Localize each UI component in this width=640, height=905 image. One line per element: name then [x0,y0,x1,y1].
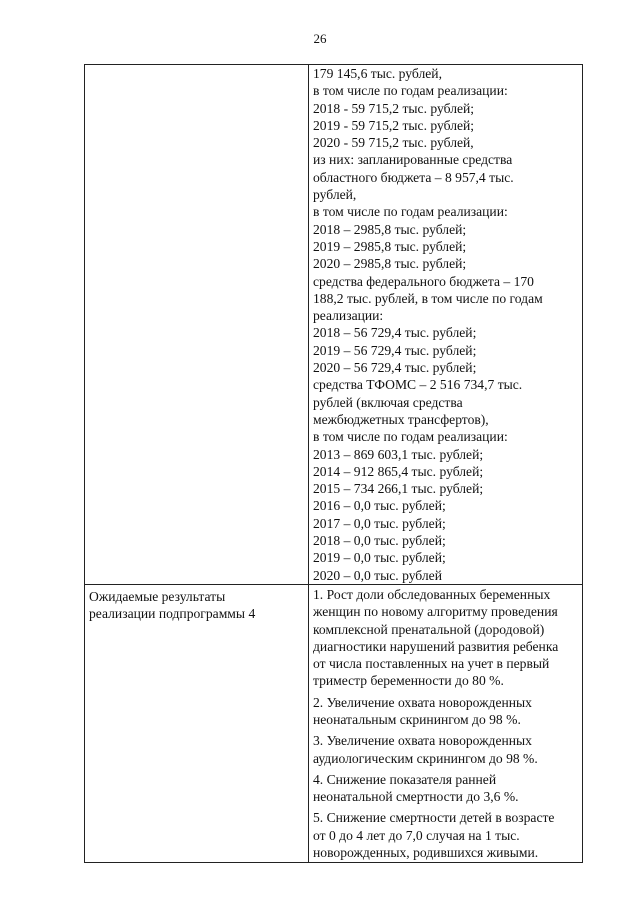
result-item [309,694,582,729]
funding-line: средства федерального бюджета – 170 [313,273,534,289]
funding-row [85,65,583,585]
result-item-line: 3. Увеличение охвата новорожденных [313,733,532,749]
funding-line: рублей (включая средства [313,394,463,410]
funding-line: в том числе по годам реализации: [313,204,508,220]
funding-line: 2016 – 0,0 тыс. рублей; [313,498,446,514]
result-item-line: триместр беременности до 80 %. [313,673,504,689]
result-item-line: аудиологическим скринингом до 98 %. [313,750,538,766]
funding-line: реализации: [313,308,384,324]
result-item-line: комплексной пренатальной (дородовой) [313,621,545,637]
results-list [309,585,582,861]
results-label-line: Ожидаемые результаты [89,588,226,604]
result-item-line: от числа поставленных на учет в первый [313,656,550,672]
result-item-line: 2. Увеличение охвата новорожденных [313,694,532,710]
funding-line: областного бюджета – 8 957,4 тыс. [313,169,514,185]
result-item [309,586,582,690]
funding-line: 2018 – 0,0 тыс. рублей; [313,533,446,549]
result-item-line: неонатальным скринингом до 98 %. [313,711,521,727]
result-item [309,771,582,806]
funding-line: 2018 - 59 715,2 тыс. рублей; [313,100,475,116]
funding-line: 2018 – 56 729,4 тыс. рублей; [313,325,477,341]
result-item-line: новорожденных, родившихся живыми. [313,845,539,861]
funding-line: 2019 – 2985,8 тыс. рублей; [313,238,467,254]
funding-line: в том числе по годам реализации: [313,429,508,445]
funding-line: межбюджетных трансфертов), [313,411,489,427]
result-item-line: 1. Рост доли обследованных беременных [313,586,551,602]
funding-line: 2019 – 56 729,4 тыс. рублей; [313,342,477,358]
funding-line: 2013 – 869 603,1 тыс. рублей; [313,446,484,462]
funding-line: 2017 – 0,0 тыс. рублей; [313,515,446,531]
result-item-line: неонатальной смертности до 3,6 %. [313,789,519,805]
funding-line: 2020 - 59 715,2 тыс. рублей, [313,135,474,151]
funding-value-cell [309,65,583,585]
results-value-cell [309,584,583,862]
funding-line: 2020 – 0,0 тыс. рублей [313,567,442,583]
page-number: 26 [313,31,327,46]
funding-line: 2019 - 59 715,2 тыс. рублей; [313,117,475,133]
funding-line: 2018 – 2985,8 тыс. рублей; [313,221,467,237]
funding-line: 2015 – 734 266,1 тыс. рублей; [313,481,484,497]
funding-line: из них: запланированные средства [313,152,513,168]
funding-line: 2020 – 2985,8 тыс. рублей; [313,256,467,272]
result-item [309,809,582,861]
result-item-line: 4. Снижение показателя ранней [313,771,497,787]
result-item-line: женщин по новому алгоритму проведения [313,604,558,620]
funding-line: 2020 – 56 729,4 тыс. рублей; [313,360,477,376]
result-item-line: диагностики нарушений развития ребенка [313,638,559,654]
results-label-line: реализации подпрограммы 4 [89,606,256,622]
funding-line: средства ТФОМС – 2 516 734,7 тыс. [313,377,523,393]
result-item-line: от 0 до 4 лет до 7,0 случая на 1 тыс. [313,827,520,843]
funding-text [309,65,582,584]
result-item [309,732,582,767]
funding-line: 2019 – 0,0 тыс. рублей; [313,550,446,566]
funding-line: 188,2 тыс. рублей, в том числе по годам [313,290,543,306]
results-label [85,585,308,623]
result-item-line: 5. Снижение смертности детей в возрасте [313,810,555,826]
funding-line: рублей, [313,187,357,203]
funding-label-cell [85,65,309,585]
results-label-cell [85,584,309,862]
funding-line: 179 145,6 тыс. рублей, [313,66,442,81]
results-row [85,584,583,862]
subprogram-passport-table [84,64,583,863]
funding-line: в том числе по годам реализации: [313,83,508,99]
funding-line: 2014 – 912 865,4 тыс. рублей; [313,463,484,479]
